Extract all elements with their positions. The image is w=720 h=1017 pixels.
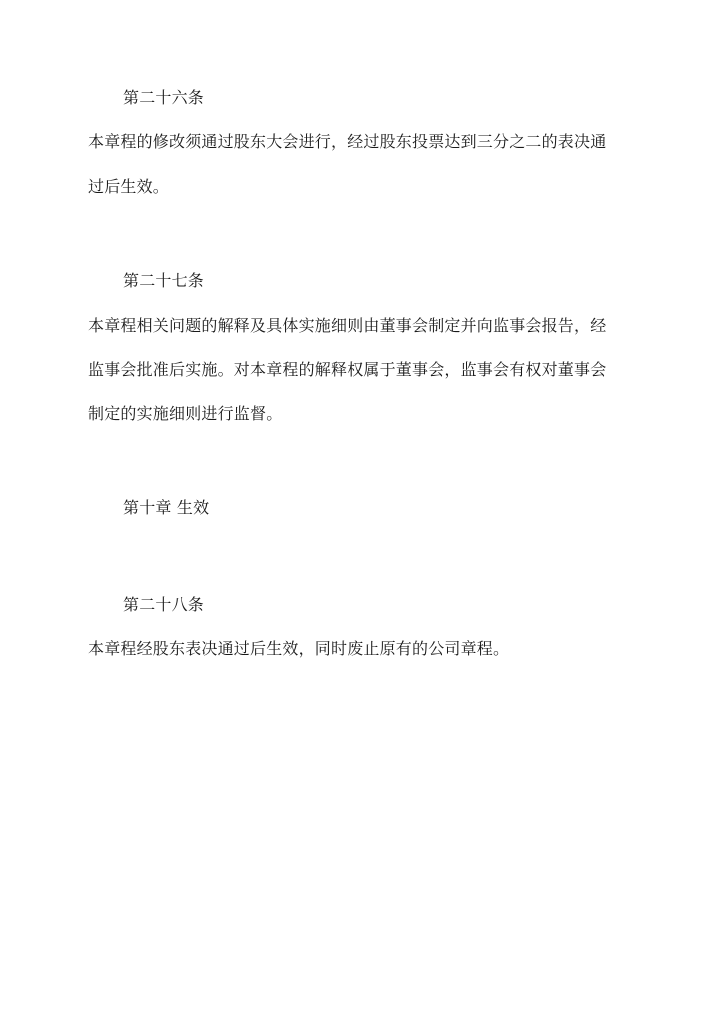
article-28-heading: 第二十八条 [123,595,205,614]
article-26-line-2: 过后生效。 [88,177,170,196]
article-28-line-1: 本章程经股东表决通过后生效，同时废止原有的公司章程。 [88,639,510,658]
article-27-line-1: 本章程相关问题的解释及具体实施细则由董事会制定并向监事会报告，经 [88,316,607,335]
article-27-line-2: 监事会批准后实施。对本章程的解释权属于董事会，监事会有权对董事会 [88,360,607,379]
article-26-line-1: 本章程的修改须通过股东大会进行，经过股东投票达到三分之二的表决通 [88,132,607,151]
article-27-line-3: 制定的实施细则进行监督。 [88,404,283,423]
article-27-heading: 第二十七条 [123,271,205,290]
article-26-heading: 第二十六条 [123,88,205,107]
chapter-10-heading: 第十章 生效 [123,498,210,517]
